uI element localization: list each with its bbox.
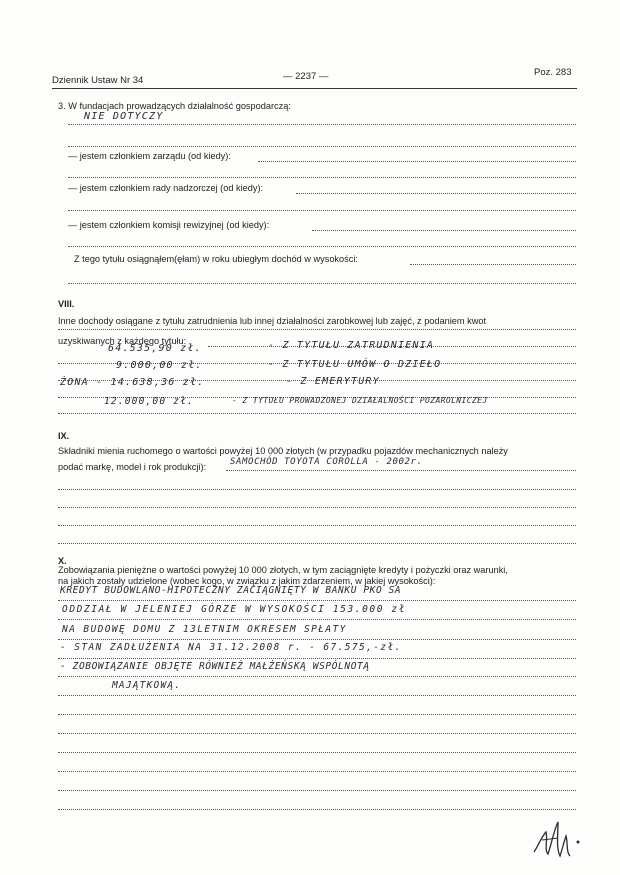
- income-amount: 9.000,00 zł.: [116, 360, 203, 371]
- answer-line: [226, 470, 576, 471]
- answer-line: [58, 676, 576, 677]
- page-number: — 2237 —: [283, 71, 329, 82]
- answer-line: [58, 771, 576, 772]
- section10-text-line2: na jakich zostały udzielone (wobec kogo, w związku z jakim zdarzeniem, w jakiej wysokości):: [58, 576, 436, 586]
- header-rule: [52, 88, 577, 89]
- answer-line: [68, 283, 576, 284]
- signature-icon: [528, 812, 588, 864]
- income-amount: 64.535,90 zł.: [108, 343, 202, 354]
- income-amount: 12.000,00 zł.: [104, 396, 194, 407]
- income-amount: ŻONA - 14.638,36 zł.: [60, 377, 205, 388]
- answer-line: [58, 600, 576, 601]
- answer-line: [410, 264, 576, 265]
- section10-text-line1: Zobowiązania pieniężne o wartości powyżej 10 000 złotych, w tym zaciągnięte kredyty i pożyczki oraz warunki,: [58, 565, 508, 575]
- answer-line: [58, 619, 576, 620]
- audit-committee-label: — jestem członkiem komisji rewizyjnej (od kiedy):: [68, 220, 270, 230]
- answer-line: [68, 246, 576, 247]
- answer-line: [68, 177, 576, 178]
- section8-text-line1: Inne dochody osiągane z tytułu zatrudnienia lub innej działalności zarobkowej lub zajęć, z podaniem kwot: [58, 316, 486, 326]
- answer-line: [68, 124, 576, 125]
- position-number: Poz. 283: [534, 67, 572, 78]
- answer-line: [58, 790, 576, 791]
- answer-line: [58, 658, 576, 659]
- section8-number: VIII.: [58, 299, 75, 309]
- income-source: - Z TYTUŁU UMÓW O DZIEŁO: [268, 359, 442, 370]
- section9-number: IX.: [58, 431, 70, 441]
- answer-line: [58, 489, 576, 490]
- income-source: - Z TYTUŁU PROWADZONEJ DZIAŁALNOŚCI POZAROLNICZEJ: [232, 396, 488, 405]
- journal-title: Dziennik Ustaw Nr 34: [52, 75, 144, 86]
- section10-number: X.: [58, 556, 67, 566]
- supervisory-board-label: — jestem członkiem rady nadzorczej (od kiedy):: [68, 183, 264, 193]
- answer-line: [58, 329, 576, 330]
- income-source: - Z TYTUŁU ZATRUDNIENIA: [268, 340, 435, 351]
- liability-line: MAJĄTKOWĄ.: [112, 680, 182, 691]
- answer-line: [312, 230, 576, 231]
- answer-line: [58, 733, 576, 734]
- section9-answer: SAMOCHÓD TOYOTA COROLLA - 2002r.: [230, 457, 423, 467]
- liability-line: KREDYT BUDOWLANO-HIPOTECZNY ZACIĄGNIĘTY W BANKU PKO SA: [60, 585, 402, 596]
- answer-line: [58, 525, 576, 526]
- answer-line: [58, 639, 576, 640]
- board-member-label: — jestem członkiem zarządu (od kiedy):: [68, 151, 231, 161]
- answer-line: [58, 809, 576, 810]
- liability-line: - ZOBOWIĄZANIE OBJĘTE RÓWNIEŻ MAŁŻEŃSKĄ WSPÓLNOTĄ: [60, 661, 370, 672]
- answer-line: [58, 507, 576, 508]
- section9-text-line2: podać markę, model i rok produkcji):: [58, 462, 207, 472]
- liability-line: - STAN ZADŁUŻENIA NA 31.12.2008 r. - 67.575,-zł.: [60, 642, 402, 653]
- answer-line: [58, 413, 576, 414]
- answer-line: [58, 695, 576, 696]
- section9-text-line1: Składniki mienia ruchomego o wartości powyżej 10 000 złotych (w przypadku pojazdów mechanicznych należy: [58, 446, 508, 456]
- section3-title: 3. W fundacjach prowadzących działalność gospodarczą:: [58, 101, 291, 111]
- answer-line: [68, 146, 576, 147]
- liability-line: NA BUDOWĘ DOMU Z 13LETNIM OKRESEM SPŁATY: [62, 624, 347, 635]
- income-source: - Z EMERYTURY: [286, 376, 380, 387]
- answer-line: [58, 752, 576, 753]
- liability-line: ODDZIAŁ W JELENIEJ GÓRZE W WYSOKOŚCI 153.000 zł: [62, 604, 407, 615]
- section8-text-line2: uzyskiwanych z każdego tytułu:: [58, 336, 187, 346]
- answer-line: [258, 161, 576, 162]
- answer-line: [296, 193, 576, 194]
- answer-line: [58, 543, 576, 544]
- section3-answer: NIE DOTYCZY: [84, 111, 164, 122]
- income-label: Z tego tytułu osiągnąłem(ęłam) w roku ubiegłym dochód w wysokości:: [74, 254, 358, 264]
- answer-line: [68, 210, 576, 211]
- answer-line: [58, 714, 576, 715]
